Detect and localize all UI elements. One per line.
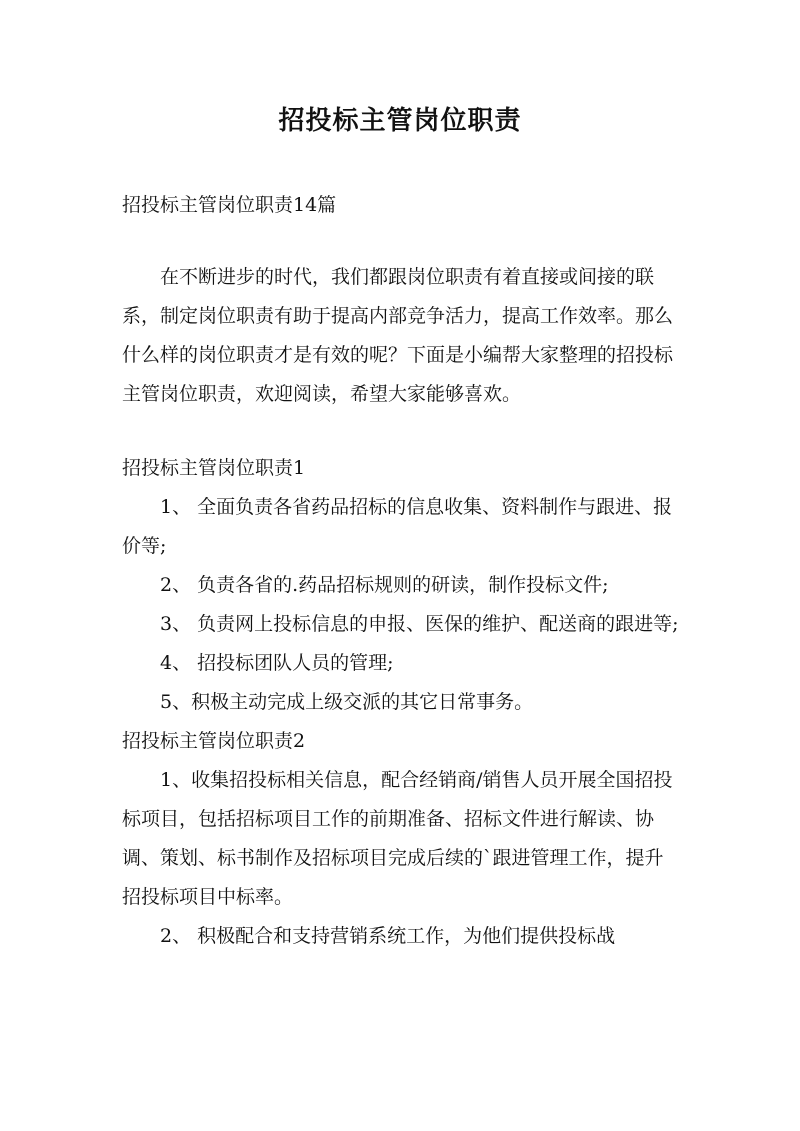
section-1-item-5: 5、积极主动完成上级交派的其它日常事务。 <box>160 691 534 713</box>
section-1-item-1: 1、 全面负责各省药品招标的信息收集、资料制作与跟进、报价等; <box>122 496 673 557</box>
intro-paragraph: 在不断进步的时代，我们都跟岗位职责有着直接或间接的联系，制定岗位职责有助于提高内部竞争活力，提高工作效率。那么什么样的岗位职责才是有效的呢？下面是小编帮大家整理的招投标主管岗位职责，欢迎阅读，希望大家能够喜欢。 <box>122 266 674 405</box>
document-body <box>122 258 682 956</box>
section-heading-2: 招投标主管岗位职责2 <box>122 730 306 752</box>
section-2-item-2: 2、 积极配合和支持营销系统工作，为他们提供投标战 <box>160 925 616 947</box>
document-title: 招投标主管岗位职责 <box>278 106 522 136</box>
section-1-item-3: 3、 负责网上投标信息的申报、医保的维护、配送商的跟进等; <box>160 613 679 635</box>
section-heading-1: 招投标主管岗位职责1 <box>122 457 306 479</box>
document-subtitle: 招投标主管岗位职责14篇 <box>122 194 337 216</box>
section-2-item-1: 1、收集招投标相关信息，配合经销商/销售人员开展全国招投标项目，包括招标项目工作的前期准备、招标文件进行解读、协调、策划、标书制作及招标项目完成后续的`跟进管理工作，提升招投标项目中标率。 <box>122 769 673 908</box>
section-1-item-4: 4、 招投标团队人员的管理; <box>160 652 394 674</box>
section-1-item-2: 2、 负责各省的.药品招标规则的研读，制作投标文件; <box>160 574 609 596</box>
